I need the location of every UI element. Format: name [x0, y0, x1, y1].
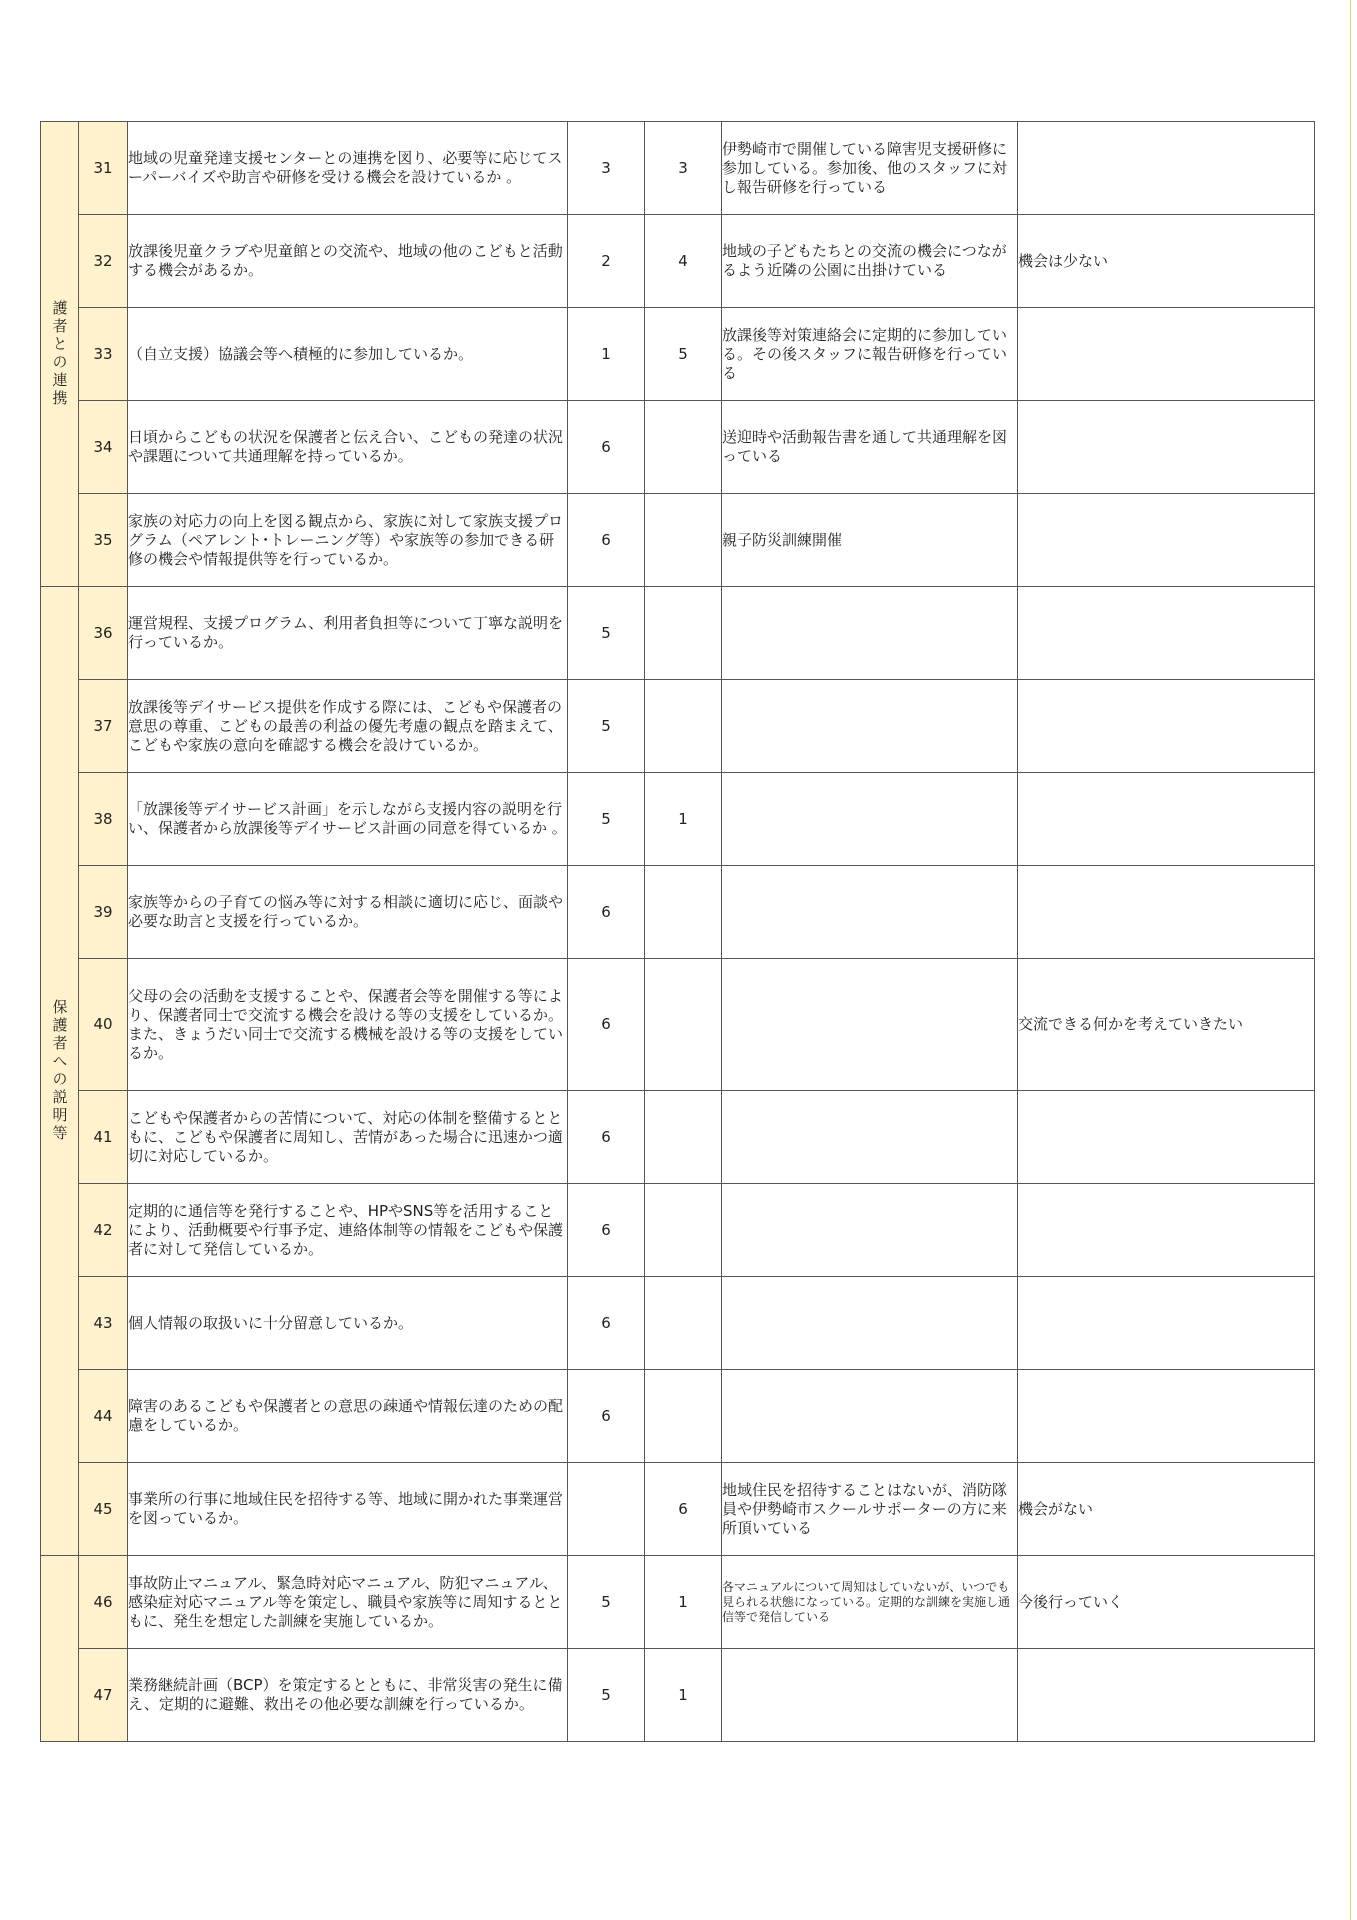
item-number: 37 [79, 680, 128, 773]
improvement-plan: 機会は少ない [1018, 215, 1315, 308]
no-count [645, 1091, 722, 1184]
question-text: （自立支援）協議会等へ積極的に参加しているか。 [128, 308, 568, 401]
table-row [41, 959, 1315, 1091]
question-text: 家族の対応力の向上を図る観点から、家族に対して家族支援プログラム（ペアレント･トレーニング等）や家族等の参加できる研修の機会や情報提供等を行っているか。 [128, 494, 568, 587]
table-row [41, 1091, 1315, 1184]
improvement-plan: 交流できる何かを考えていきたい [1018, 959, 1315, 1091]
no-count [645, 494, 722, 587]
no-count [645, 959, 722, 1091]
category-cell-setsumei [41, 587, 79, 1556]
improvement-plan [1018, 1370, 1315, 1463]
status-note: 送迎時や活動報告書を通して共通理解を図っている [722, 401, 1018, 494]
item-number: 46 [79, 1556, 128, 1649]
table-row [41, 1370, 1315, 1463]
improvement-plan [1018, 494, 1315, 587]
category-label: 護者との連携 [50, 300, 69, 408]
question-text: 事業所の行事に地域住民を招待する等、地域に開かれた事業運営を図っているか。 [128, 1463, 568, 1556]
item-number: 35 [79, 494, 128, 587]
improvement-plan: 今後行っていく [1018, 1556, 1315, 1649]
yes-count: 6 [568, 494, 645, 587]
yes-count: 2 [568, 215, 645, 308]
improvement-plan [1018, 1277, 1315, 1370]
status-note: 地域の子どもたちとの交流の機会につながるよう近隣の公園に出掛けている [722, 215, 1018, 308]
improvement-plan: 機会がない [1018, 1463, 1315, 1556]
status-note [722, 959, 1018, 1091]
status-note [722, 1091, 1018, 1184]
no-count: 1 [645, 773, 722, 866]
item-number: 40 [79, 959, 128, 1091]
table-row [41, 1556, 1315, 1649]
table-row [41, 1277, 1315, 1370]
question-text: 定期的に通信等を発行することや、HPやSNS等を活用することにより、活動概要や行事予定、連絡体制等の情報をこどもや保護者に対して発信しているか。 [128, 1184, 568, 1277]
question-text: 事故防止マニュアル、緊急時対応マニュアル、防犯マニュアル、感染症対応マニュアル等を策定し、職員や家族等に周知するとともに、発生を想定した訓練を実施しているか。 [128, 1556, 568, 1649]
yes-count: 5 [568, 1556, 645, 1649]
table-row [41, 122, 1315, 215]
improvement-plan [1018, 122, 1315, 215]
table-row [41, 1463, 1315, 1556]
item-number: 47 [79, 1649, 128, 1742]
item-number: 36 [79, 587, 128, 680]
yes-count: 5 [568, 587, 645, 680]
table-row [41, 494, 1315, 587]
improvement-plan [1018, 1184, 1315, 1277]
table-row [41, 1184, 1315, 1277]
category-label: 保護者への説明等 [50, 999, 69, 1143]
no-count: 1 [645, 1556, 722, 1649]
status-note: 親子防災訓練開催 [722, 494, 1018, 587]
improvement-plan [1018, 866, 1315, 959]
item-number: 42 [79, 1184, 128, 1277]
improvement-plan [1018, 401, 1315, 494]
page-right-border [1350, 0, 1351, 1920]
category-cell-anzen [41, 1556, 79, 1742]
yes-count: 6 [568, 866, 645, 959]
improvement-plan [1018, 1649, 1315, 1742]
question-text: 日頃からこどもの状況を保護者と伝え合い、こどもの発達の状況や課題について共通理解を持っているか。 [128, 401, 568, 494]
question-text: 地域の児童発達支援センターとの連携を図り、必要等に応じてスーパーバイズや助言や研修を受ける機会を設けているか 。 [128, 122, 568, 215]
item-number: 44 [79, 1370, 128, 1463]
yes-count [568, 1463, 645, 1556]
status-note [722, 587, 1018, 680]
yes-count: 3 [568, 122, 645, 215]
table-row [41, 1649, 1315, 1742]
question-text: 父母の会の活動を支援することや、保護者会等を開催する等により、保護者同士で交流する機会を設ける等の支援をしているか。また、きょうだい同士で交流する機械を設ける等の支援をしているか。 [128, 959, 568, 1091]
yes-count: 6 [568, 1370, 645, 1463]
question-text: 障害のあるこどもや保護者との意思の疎通や情報伝達のための配慮をしているか。 [128, 1370, 568, 1463]
table-row [41, 308, 1315, 401]
item-number: 43 [79, 1277, 128, 1370]
question-text: 家族等からの子育ての悩み等に対する相談に適切に応じ、面談や必要な助言と支援を行っているか。 [128, 866, 568, 959]
yes-count: 6 [568, 1091, 645, 1184]
item-number: 34 [79, 401, 128, 494]
table-row [41, 680, 1315, 773]
table-row [41, 587, 1315, 680]
yes-count: 5 [568, 680, 645, 773]
item-number: 41 [79, 1091, 128, 1184]
evaluation-table [40, 121, 1315, 1742]
status-note [722, 773, 1018, 866]
yes-count: 6 [568, 1277, 645, 1370]
improvement-plan [1018, 308, 1315, 401]
improvement-plan [1018, 773, 1315, 866]
yes-count: 5 [568, 773, 645, 866]
question-text: こどもや保護者からの苦情について、対応の体制を整備するとともに、こどもや保護者に周知し、苦情があった場合に迅速かつ適切に対応しているか。 [128, 1091, 568, 1184]
status-note: 伊勢崎市で開催している障害児支援研修に参加している。参加後、他のスタッフに対し報告研修を行っている [722, 122, 1018, 215]
no-count [645, 401, 722, 494]
item-number: 32 [79, 215, 128, 308]
question-text: 放課後等デイサービス提供を作成する際には、こどもや保護者の意思の尊重、こどもの最善の利益の優先考慮の観点を踏まえて、こどもや家族の意向を確認する機会を設けているか。 [128, 680, 568, 773]
question-text: 個人情報の取扱いに十分留意しているか。 [128, 1277, 568, 1370]
status-note [722, 680, 1018, 773]
improvement-plan [1018, 680, 1315, 773]
yes-count: 6 [568, 959, 645, 1091]
status-note: 各マニュアルについて周知はしていないが、いつでも見られる状態になっている。定期的な訓練を実施し通信等で発信している [722, 1556, 1018, 1649]
no-count: 5 [645, 308, 722, 401]
no-count [645, 587, 722, 680]
no-count [645, 866, 722, 959]
status-note: 地域住民を招待することはないが、消防隊員や伊勢崎市スクールサポーターの方に来所頂いている [722, 1463, 1018, 1556]
question-text: 業務継続計画（BCP）を策定するとともに、非常災害の発生に備え、定期的に避難、救出その他必要な訓練を行っているか。 [128, 1649, 568, 1742]
no-count: 4 [645, 215, 722, 308]
yes-count: 5 [568, 1649, 645, 1742]
improvement-plan [1018, 587, 1315, 680]
no-count: 3 [645, 122, 722, 215]
status-note [722, 1370, 1018, 1463]
item-number: 39 [79, 866, 128, 959]
status-note [722, 1649, 1018, 1742]
table-row [41, 215, 1315, 308]
no-count: 1 [645, 1649, 722, 1742]
status-note [722, 1184, 1018, 1277]
no-count [645, 1370, 722, 1463]
status-note [722, 866, 1018, 959]
table-row [41, 773, 1315, 866]
yes-count: 6 [568, 1184, 645, 1277]
question-text: 「放課後等デイサービス計画」を示しながら支援内容の説明を行い、保護者から放課後等デイサービス計画の同意を得ているか 。 [128, 773, 568, 866]
item-number: 33 [79, 308, 128, 401]
table-row [41, 866, 1315, 959]
status-note [722, 1277, 1018, 1370]
yes-count: 1 [568, 308, 645, 401]
item-number: 45 [79, 1463, 128, 1556]
table-row [41, 401, 1315, 494]
question-text: 運営規程、支援プログラム、利用者負担等について丁寧な説明を行っているか。 [128, 587, 568, 680]
category-cell-renkei [41, 122, 79, 587]
no-count: 6 [645, 1463, 722, 1556]
status-note: 放課後等対策連絡会に定期的に参加している。その後スタッフに報告研修を行っている [722, 308, 1018, 401]
yes-count: 6 [568, 401, 645, 494]
improvement-plan [1018, 1091, 1315, 1184]
item-number: 31 [79, 122, 128, 215]
question-text: 放課後児童クラブや児童館との交流や、地域の他のこどもと活動する機会があるか。 [128, 215, 568, 308]
item-number: 38 [79, 773, 128, 866]
no-count [645, 1277, 722, 1370]
no-count [645, 680, 722, 773]
no-count [645, 1184, 722, 1277]
